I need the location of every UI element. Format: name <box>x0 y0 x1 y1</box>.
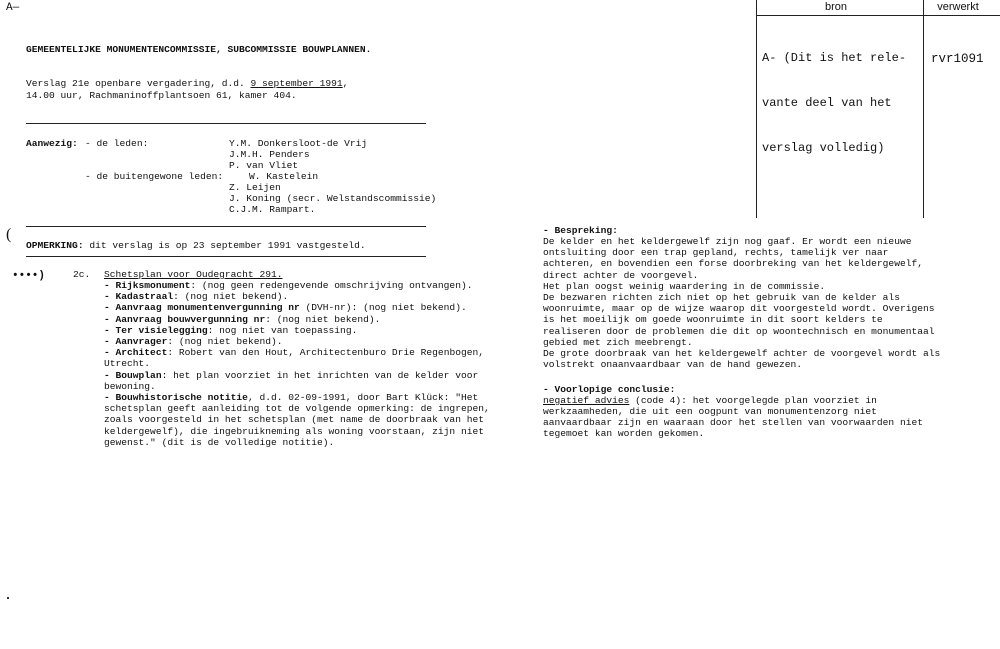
divider <box>26 123 426 124</box>
item-number: 2c. <box>73 269 91 280</box>
member: Z. Leijen <box>229 182 281 193</box>
bron-line: A- (Dit is het rele- <box>762 51 907 65</box>
bespreking-line: realiseren door de problemen die dit op woontechnisch en monumentaal <box>543 325 935 337</box>
conclusie-line: tegemoet kan worden gekomen. <box>543 428 705 440</box>
bespreking-line: woonruimte, maar op de wijze waarop dit voorgesteld wordt. Overigens <box>543 303 935 315</box>
bespreking-line: De kelder en het keldergewelf zijn nog gaaf. Er wordt een nieuwe <box>543 236 912 247</box>
bespreking-line: De grote doorbraak van het keldergewelf achter de voorgevel wordt als <box>543 348 941 360</box>
member: W. Kastelein <box>249 171 319 182</box>
verslag-line-2: 14.00 uur, Rachmaninoffplantsoen 61, kamer 404. <box>26 90 297 101</box>
archive-stamp-table <box>756 0 1000 218</box>
item-line: - Bouwhistorische notitie, d.d. 02-09-1991, door Bart Klück: "Het <box>104 392 479 404</box>
member: C.J.M. Rampart. <box>229 204 316 216</box>
member: P. van Vliet <box>229 160 299 172</box>
item-line: - Ter visielegging: nog niet van toepassing. <box>104 324 358 336</box>
page-mark: A— <box>6 2 20 14</box>
item-line: bewoning. <box>104 380 156 392</box>
bespreking-line: volstrekt onaanvaardbaar van de hand gewezen. <box>543 359 803 371</box>
item-line: - Architect: Robert van den Hout, Architectenburo Drie Regenbogen, <box>104 347 484 359</box>
bespreking-line: Het plan oogst weinig waardering in de commissie. <box>543 280 826 292</box>
conclusie-heading: - Voorlopige conclusie: <box>543 384 676 395</box>
verwerkt-note: rvr1091 <box>931 52 984 66</box>
stamp-header-rule <box>756 15 1000 16</box>
bron-header: bron <box>824 1 848 13</box>
buitengewone-leden-list <box>249 171 318 182</box>
conclusie-text <box>543 406 923 440</box>
bron-note <box>762 21 906 186</box>
bespreking-line: achteren, en bovendien een forse doorbreking van het keldergewelf, <box>543 258 923 270</box>
bron-line: verslag volledig) <box>762 141 885 155</box>
item-line: Utrecht. <box>104 358 151 370</box>
item-line: - Aanvraag monumentenvergunning nr (DVH-nr): (nog niet bekend). <box>104 302 467 314</box>
bespreking-text <box>543 236 940 370</box>
item-line: keldergewelf), die ingebruikneming als woning voorstaan, zijn niet <box>104 425 484 437</box>
item-line: - Aanvraag bouwvergunning nr: (nog niet bekend). <box>104 313 381 325</box>
item-details <box>104 280 490 448</box>
stamp-mid-rule <box>923 0 924 218</box>
opmerking-label: OPMERKING: <box>26 240 84 251</box>
item-line: - Bouwplan: het plan voorziet in het inrichten van de kelder voor <box>104 369 479 381</box>
item-line: - Kadastraal: (nog niet bekend). <box>104 291 289 303</box>
conclusie-line: werkzaamheden, die uit een oogpunt van monumentenzorg niet <box>543 406 877 417</box>
member: J.M.H. Penders <box>229 149 310 161</box>
verslag-line-1 <box>26 78 348 89</box>
member: J. Koning (secr. Welstandscommissie) <box>229 193 437 205</box>
item-line: - Aanvrager: (nog niet bekend). <box>104 336 283 348</box>
conclusie-advies-line <box>543 395 877 406</box>
bespreking-line: De bezwaren richten zich niet op het gebruik van de kelder als <box>543 292 900 304</box>
item-line: zoals voorgesteld in het schetsplan (met name de doorbraak van het <box>104 414 484 426</box>
bespreking-line: is het moeilijk om goede woonruimte in dit soort kelders te <box>543 314 883 326</box>
opmerking-line <box>26 240 366 251</box>
bron-line: vante deel van het <box>762 96 892 110</box>
item-line: schetsplan geeft aanleiding tot de volgende opmerking: de ingrepen, <box>104 403 490 415</box>
bespreking-line: ontsluiting door een trap gepland, rechts, tamelijk ver naar <box>543 247 889 259</box>
bespreking-line: direct achter de voorgevel. <box>543 269 699 281</box>
verwerkt-header: verwerkt <box>937 1 979 13</box>
bespreking-line: gebied met zich meebrengt. <box>543 336 693 348</box>
member: Y.M. Donkersloot-de Vrij <box>229 138 368 149</box>
divider <box>26 256 426 257</box>
verslag-prefix: Verslag 21e openbare vergadering, d.d. <box>26 78 251 89</box>
opmerking-text: dit verslag is op 23 september 1991 vastgesteld. <box>83 240 366 251</box>
advies-label: negatief advies <box>543 395 630 406</box>
aanwezig-label: Aanwezig: <box>26 138 78 149</box>
buitengewone-leden-list-cont <box>229 182 436 216</box>
meeting-date: 9 september 1991 <box>250 78 343 89</box>
buitengewone-leden-label: - de buitengewone leden: <box>85 171 224 182</box>
item-title: Schetsplan voor Oudegracht 291. <box>104 269 283 280</box>
item-line: - Rijksmonument: (nog geen redengevende omschrijving ontvangen). <box>104 280 473 291</box>
leden-list <box>229 138 367 172</box>
conclusie-line: aanvaardbaar zijn en waaraan door het stellen van voorwaarden niet <box>543 417 923 429</box>
item-line: gewenst." (dit is de volledige notitie). <box>104 436 335 448</box>
margin-paren: ( <box>6 226 12 243</box>
leden-label: - de leden: <box>85 138 149 149</box>
margin-dots: ••••) <box>12 270 46 282</box>
advies-rest: (code 4): het voorgelegde plan voorziet in <box>629 395 877 406</box>
bespreking-heading: - Bespreking: <box>543 225 618 236</box>
verslag-suffix: , <box>342 78 349 89</box>
margin-speck <box>7 597 9 599</box>
divider <box>26 226 426 227</box>
stamp-left-rule <box>756 0 757 218</box>
document-heading: GEMEENTELIJKE MONUMENTENCOMMISSIE, SUBCOMMISSIE BOUWPLANNEN. <box>26 44 372 55</box>
